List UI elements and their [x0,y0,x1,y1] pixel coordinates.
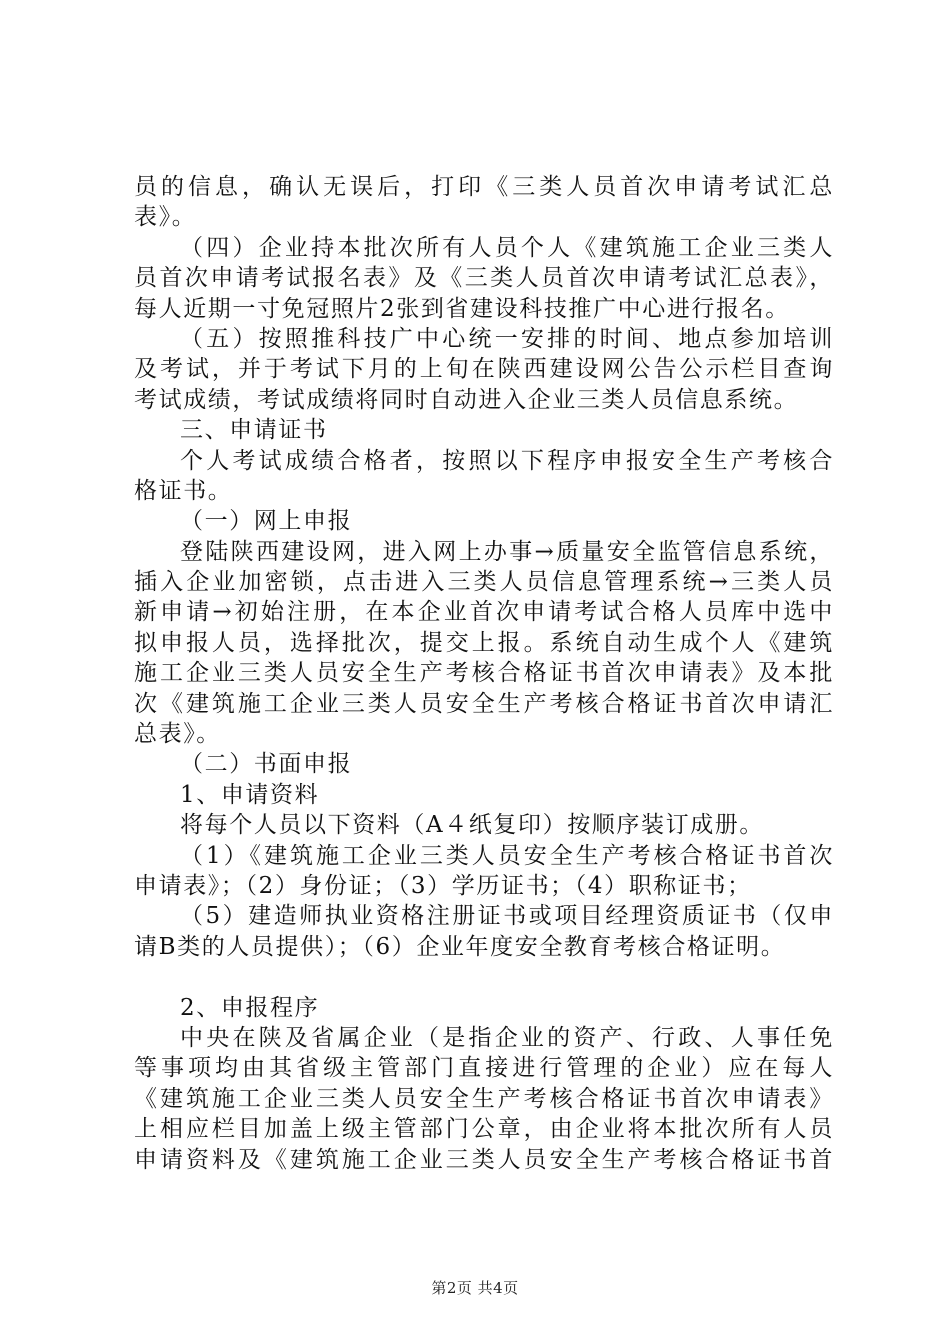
text-line: 《建筑施工企业三类人员安全生产考核合格证书首次申请表》 [134,1085,834,1112]
text-line: 三、申请证书 [180,417,328,444]
text-line: 总表》。 [134,721,221,748]
text-line: （四）企业持本批次所有人员个人《建筑施工企业三类人 [180,234,834,261]
text-line: （五）按照推科技广中心统一安排的时间、地点参加培训 [180,325,834,352]
page-footer: 第2页 共4页 [431,1279,519,1297]
text-line: 登陆陕西建设网，进入网上办事→质量安全监管信息系统， [180,538,834,565]
text-line: 申请表》；（2）身份证；（3）学历证书；（4）职称证书； [134,872,752,899]
text-line: （二）书面申报 [180,751,353,778]
text-line: 申请资料及《建筑施工企业三类人员安全生产考核合格证书首 [134,1146,834,1173]
text-line: （一）网上申报 [180,508,353,535]
text-line: （1）《建筑施工企业三类人员安全生产考核合格证书首次 [180,842,834,869]
text-line: 新申请→初始注册，在本企业首次申请考试合格人员库中选中 [134,599,834,626]
text-line: 施工企业三类人员安全生产考核合格证书首次申请表》及本批 [134,660,834,687]
text-line: 格证书。 [134,477,233,504]
text-line: 中央在陕及省属企业（是指企业的资产、行政、人事任免 [180,1024,834,1051]
text-line: 员的信息，确认无误后，打印《三类人员首次申请考试汇总 [134,174,834,200]
text-line: 表》。 [134,204,197,231]
text-line: （5）建造师执业资格注册证书或项目经理资质证书（仅申 [180,903,834,930]
blank-line [134,962,834,992]
text-line: 插入企业加密锁，点击进入三类人员信息管理系统→三类人员 [134,569,834,596]
text-line: 将每个人员以下资料（A４纸复印）按顺序装订成册。 [180,812,765,839]
document-body [134,172,834,1175]
text-line: 上相应栏目加盖上级主管部门公章，由企业将本批次所有人员 [134,1116,834,1143]
text-line: 及考试，并于考试下月的上旬在陕西建设网公告公示栏目查询 [134,356,834,383]
text-line: 拟申报人员，选择批次，提交上报。系统自动生成个人《建筑 [134,629,834,656]
text-line: 1、申请资料 [180,781,320,808]
text-line: 每人近期一寸免冠照片2张到省建设科技推广中心进行报名。 [134,295,790,322]
text-line: 2、申报程序 [180,994,320,1021]
text-line: 员首次申请考试报名表》及《三类人员首次申请考试汇总表》， [134,265,834,292]
text-line: 考试成绩，考试成绩将同时自动进入企业三类人员信息系统。 [134,386,799,413]
text-line: 等事项均由其省级主管部门直接进行管理的企业）应在每人 [134,1055,834,1082]
text-line: 次《建筑施工企业三类人员安全生产考核合格证书首次申请汇 [134,690,834,717]
text-line: 个人考试成绩合格者，按照以下程序申报安全生产考核合 [180,447,834,474]
text-line: 请B类的人员提供）；（6）企业年度安全教育考核合格证明。 [134,933,786,960]
